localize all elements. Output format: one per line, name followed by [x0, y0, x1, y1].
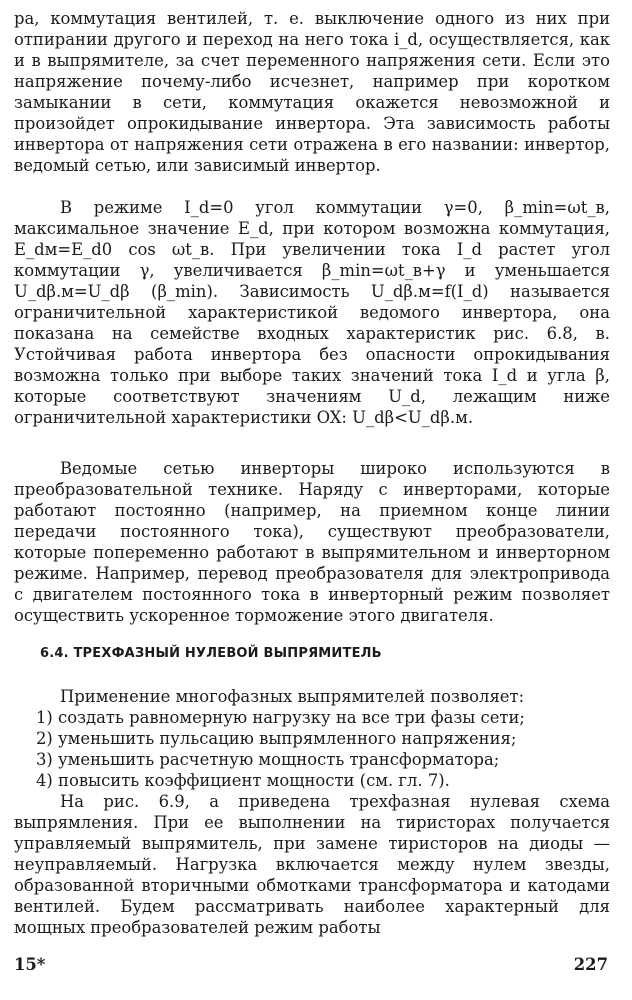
paragraph-2: В режиме I_d=0 угол коммутации γ=0, β_min=ωt_в, максимальное значение E_d, при котором возможна коммутация, E_dм=E_d0 cos ωt_в. При увеличении тока I_d растет угол коммутации γ, увеличивается β_min=ωt_в+γ и уменьшается U_dβ.м=U_dβ (β_min). Зависимость U_dβ.м=f(I_d) называется ограничительной характеристикой ведомого инвертора, она показана на семействе входных характеристик рис. 6.8, в. Устойчивая работа инвертора без опасности опрокидывания возможна только при выборе таких значений тока I_d и угла β, которые соответствуют значениям U_d, лежащим ниже ограничительной характеристики OX: U_dβ<U_dβ.м. — [14, 198, 610, 427]
page-number: 227 — [573, 955, 608, 974]
paragraph-4: На рис. 6.9, а приведена трехфазная нулевая схема выпрямления. При ее выполнении на тиристорах получается управляемый выпрямитель, при замене тиристоров на диоды — неуправляемый. Нагрузка включается между нулем звезды, образованной вторичными обмотками трансформатора и катодами вентилей. Будем рассматривать наиболее характерный для мощных преобразователей режим работы — [14, 792, 610, 937]
signature-mark: 15* — [14, 955, 46, 974]
paragraph-1: ра, коммутация вентилей, т. е. выключение одного из них при отпирании другого и переход на него тока i_d, осуществляется, как и в выпрямителе, за счет переменного напряжения сети. Если это напряжение почему-либо исчезнет, например при коротком замыкании в сети, коммутация окажется невозможной и произойдет опрокидывание инвертора. Эта зависимость работы инвертора от напряжения сети отражена в его названии: инвертор, ведомый сетью, или зависимый инвертор. — [14, 9, 610, 175]
list-item-4: 4) повысить коэффициент мощности (см. гл. 7). — [36, 771, 450, 790]
list-section — [14, 686, 610, 791]
list-item-2: 2) уменьшить пульсацию выпрямленного напряжения; — [36, 729, 517, 748]
list-item-3: 3) уменьшить расчетную мощность трансформатора; — [36, 750, 500, 769]
section-heading: 6.4. ТРЕХФАЗНЫЙ НУЛЕВОЙ ВЫПРЯМИТЕЛЬ — [40, 646, 382, 661]
list-item-1: 1) создать равномерную нагрузку на все три фазы сети; — [36, 708, 525, 727]
list-intro: Применение многофазных выпрямителей позволяет: — [60, 687, 525, 706]
paragraph-3: Ведомые сетью инверторы широко используются в преобразовательной технике. Наряду с инверторами, которые работают постоянно (например, на приемном конце линии передачи постоянного тока), существуют преобразователи, которые попеременно работают в выпрямительном и инверторном режиме. Например, перевод преобразователя для электропривода с двигателем постоянного тока в инверторный режим позволяет осуществить ускоренное торможение этого двигателя. — [14, 459, 610, 625]
